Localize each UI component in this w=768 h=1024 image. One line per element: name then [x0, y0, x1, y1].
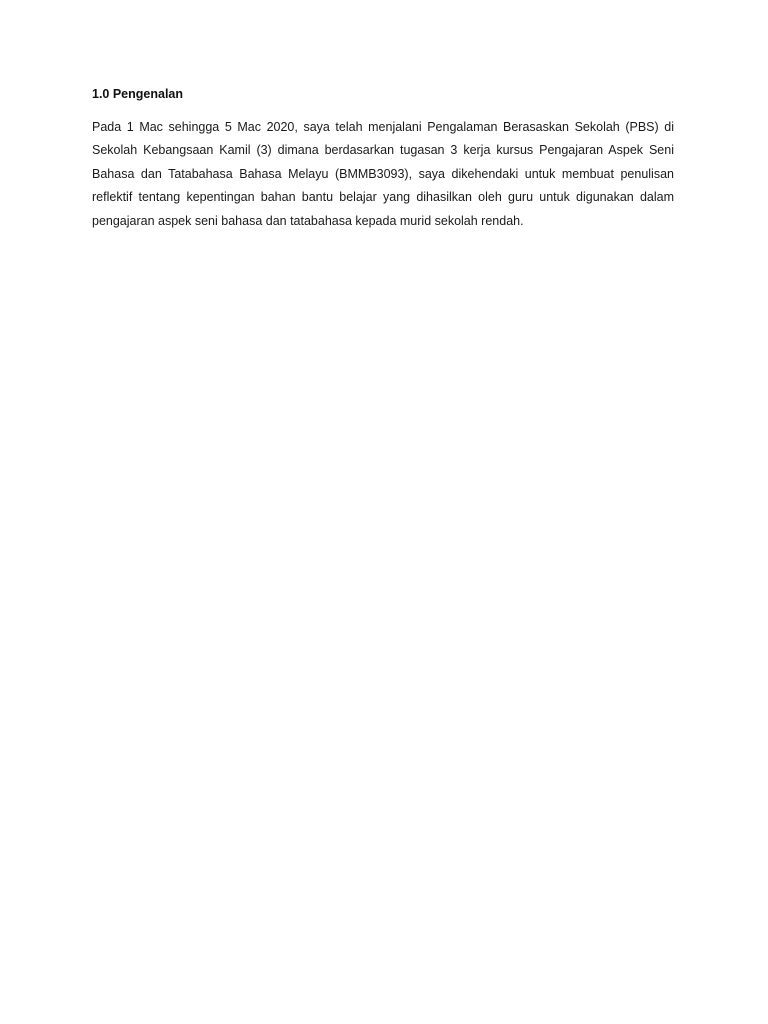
introduction-paragraph: Pada 1 Mac sehingga 5 Mac 2020, saya telah menjalani Pengalaman Berasaskan Sekolah (PBS) di Sekolah Kebangsaan Kamil (3) dimana berdasarkan tugasan 3 kerja kursus Pengajaran Aspek Seni Bahasa dan Tatabahasa Bahasa Melayu (BMMB3093), saya dikehendaki untuk membuat penulisan reflektif tentang kepentingan bahan bantu belajar yang dihasilkan oleh guru untuk digunakan dalam pengajaran aspek seni bahasa dan tatabahasa kepada murid sekolah rendah.: [92, 120, 674, 228]
document-body: [92, 86, 674, 233]
section-heading: 1.0 Pengenalan: [92, 87, 184, 101]
